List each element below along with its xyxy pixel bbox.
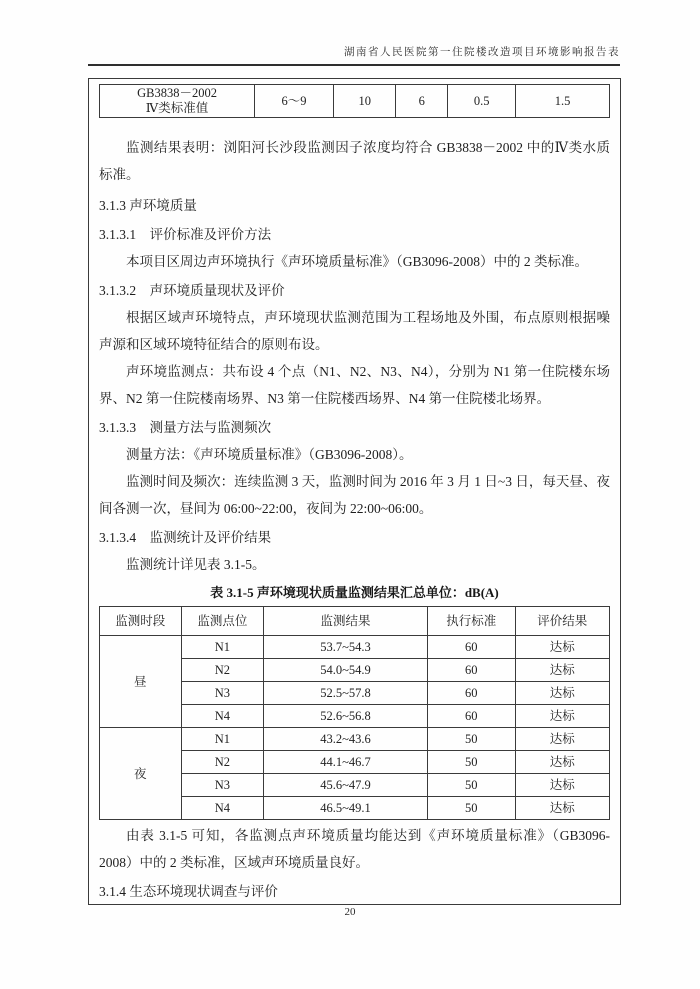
result-cell: 54.0~54.9 xyxy=(264,659,428,682)
point-cell: N2 xyxy=(181,659,264,682)
section-heading-3-1-3-4: 3.1.3.4 监测统计及评价结果 xyxy=(99,530,272,545)
paragraph-water-result: 监测结果表明：浏阳河长沙段监测因子浓度均符合 GB3838－2002 中的Ⅳ类水质标准。 xyxy=(99,140,610,182)
standard-cell: 50 xyxy=(427,751,515,774)
evaluation-cell: 达标 xyxy=(515,659,609,682)
section-heading-3-1-3-3: 3.1.3.3 测量方法与监测频次 xyxy=(99,420,272,435)
standard-label-line2: Ⅳ类标准值 xyxy=(145,101,209,115)
header-rule xyxy=(88,64,620,66)
result-cell: 45.6~47.9 xyxy=(264,774,428,797)
evaluation-cell: 达标 xyxy=(515,774,609,797)
paragraph-conclusion: 由表 3.1-5 可知，各监测点声环境质量均能达到《声环境质量标准》（GB3096-2008）中的 2 类标准，区域声环境质量良好。 xyxy=(99,828,610,870)
standard-cell: 60 xyxy=(427,636,515,659)
result-cell: 43.2~43.6 xyxy=(264,728,428,751)
section-heading-3-1-3-1: 3.1.3.1 评价标准及评价方法 xyxy=(99,227,272,242)
standard-cell: 60 xyxy=(427,659,515,682)
evaluation-cell: 达标 xyxy=(515,797,609,820)
page-header-title: 湖南省人民医院第一住院楼改造项目环境影响报告表 xyxy=(344,47,620,58)
paragraph-method: 测量方法：《声环境质量标准》（GB3096-2008）。 xyxy=(126,447,413,462)
paragraph-monitor-scope: 根据区域声环境特点，声环境现状监测范围为工程场地及外围，布点原则根据噪声源和区域环境特征结合的原则布设。 xyxy=(99,310,610,352)
standard-value-cell: 6 xyxy=(396,85,448,118)
paragraph-monitor-points: 声环境监测点：共布设 4 个点（N1、N2、N3、N4），分别为 N1 第一住院楼东场界、N2 第一住院楼南场界、N3 第一住院楼西场界、N4 第一住院楼北场界。 xyxy=(99,364,610,406)
paragraph-monitor-time: 监测时间及频次：连续监测 3 天，监测时间为 2016 年 3 月 1 日~3 日，每天昼、夜间各测一次，昼间为 06:00~22:00，夜间为 22:00~06:00。 xyxy=(99,474,610,516)
result-cell: 44.1~46.7 xyxy=(264,751,428,774)
standard-label-cell xyxy=(100,85,255,118)
noise-table-title: 表 3.1-5 声环境现状质量监测结果汇总单位：dB(A) xyxy=(210,585,499,600)
paragraph-noise-standard: 本项目区周边声环境执行《声环境质量标准》（GB3096-2008）中的 2 类标准。 xyxy=(126,254,588,269)
table-row xyxy=(100,636,610,659)
standard-cell: 60 xyxy=(427,705,515,728)
column-header: 监测时段 xyxy=(100,607,182,636)
standard-value-cell: 10 xyxy=(334,85,396,118)
result-cell: 52.6~56.8 xyxy=(264,705,428,728)
result-cell: 46.5~49.1 xyxy=(264,797,428,820)
section-heading-3-1-4: 3.1.4 生态环境现状调查与评价 xyxy=(99,884,278,899)
standard-label-line1: GB3838－2002 xyxy=(137,86,217,100)
table-row xyxy=(100,85,610,118)
water-standard-table xyxy=(99,84,610,118)
evaluation-cell: 达标 xyxy=(515,682,609,705)
evaluation-cell: 达标 xyxy=(515,751,609,774)
result-cell: 53.7~54.3 xyxy=(264,636,428,659)
standard-value-cell: 6～9 xyxy=(255,85,334,118)
standard-cell: 50 xyxy=(427,797,515,820)
point-cell: N1 xyxy=(181,636,264,659)
content-frame xyxy=(88,78,621,905)
point-cell: N4 xyxy=(181,797,264,820)
section-heading-3-1-3: 3.1.3 声环境质量 xyxy=(99,198,197,213)
standard-value-cell: 1.5 xyxy=(516,85,610,118)
point-cell: N3 xyxy=(181,774,264,797)
evaluation-cell: 达标 xyxy=(515,636,609,659)
table-header-row xyxy=(100,607,610,636)
column-header: 执行标准 xyxy=(427,607,515,636)
column-header: 评价结果 xyxy=(515,607,609,636)
paragraph-table-reference: 监测统计详见表 3.1-5。 xyxy=(126,557,266,572)
evaluation-cell: 达标 xyxy=(515,705,609,728)
point-cell: N2 xyxy=(181,751,264,774)
column-header: 监测点位 xyxy=(181,607,264,636)
point-cell: N4 xyxy=(181,705,264,728)
noise-monitoring-table xyxy=(99,606,610,820)
standard-value-cell: 0.5 xyxy=(448,85,516,118)
table-row xyxy=(100,728,610,751)
result-cell: 52.5~57.8 xyxy=(264,682,428,705)
section-heading-3-1-3-2: 3.1.3.2 声环境质量现状及评价 xyxy=(99,283,285,298)
standard-cell: 60 xyxy=(427,682,515,705)
column-header: 监测结果 xyxy=(264,607,428,636)
point-cell: N3 xyxy=(181,682,264,705)
evaluation-cell: 达标 xyxy=(515,728,609,751)
standard-cell: 50 xyxy=(427,774,515,797)
standard-cell: 50 xyxy=(427,728,515,751)
night-period-cell: 夜 xyxy=(100,728,182,820)
page-number: 20 xyxy=(344,906,356,918)
point-cell: N1 xyxy=(181,728,264,751)
day-period-cell: 昼 xyxy=(100,636,182,728)
